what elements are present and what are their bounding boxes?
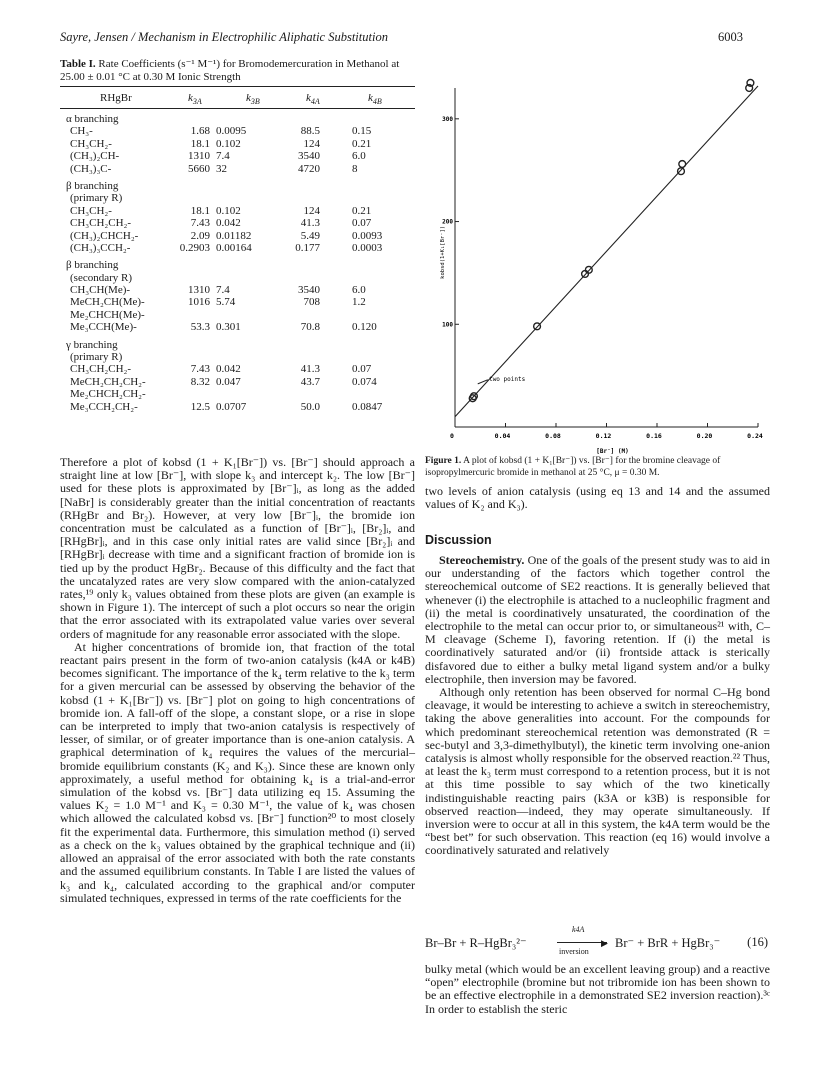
header-k4a: $k_{4A}$ (306, 92, 320, 107)
row-label: (CH₃)₂CH- (70, 150, 120, 163)
table-group-row (60, 259, 415, 271)
cell-value: 6.0 (352, 284, 366, 297)
data-point (678, 168, 685, 175)
figure-1 (430, 60, 770, 460)
cell-value: 0.0847 (352, 400, 383, 413)
x-tick-label: 0.12 (595, 432, 612, 440)
table-row (60, 205, 415, 217)
kobsd-plot (430, 60, 770, 460)
paragraph: two levels of anion catalysis (using eq 13 and 14 and the assumed values of K₂ and K₃). (425, 484, 770, 512)
left-column-text (60, 456, 415, 905)
cell-value: 43.7 (300, 375, 320, 388)
row-label: Me₂CHCH₂CH₂- (70, 388, 146, 401)
annotation-label: two points (489, 375, 526, 383)
row-label: β branching (66, 259, 119, 272)
table-header-row (60, 92, 415, 106)
cell-value: 88.5 (300, 125, 320, 138)
table-group-row (60, 113, 415, 125)
fit-line (455, 86, 758, 417)
equation-arrow (557, 942, 607, 943)
cell-value: 18.1 (190, 137, 210, 150)
figure-caption-text: A plot of kobsd (1 + K₁[Br⁻]) vs. [Br⁻] for the bromine cleavage of isopropylmercuric bromide in methanol at 25 °C, μ = 0.30 M. (425, 456, 721, 478)
cell-value: 53.3 (190, 321, 210, 334)
cell-value: 0.0707 (216, 400, 247, 413)
cell-value: 7.4 (216, 284, 230, 297)
table-row (60, 230, 415, 242)
row-label: (secondary R) (70, 271, 133, 284)
table-header-rule (60, 108, 415, 109)
x-axis-label: [Br⁻] (M) (596, 448, 629, 455)
cell-value: 0.301 (216, 321, 241, 334)
x-tick-label: 0.20 (696, 432, 713, 440)
row-label: CH₃CH₂- (70, 137, 112, 150)
equation-arrow-bottom: inversion (559, 947, 589, 956)
row-label: CH₃CH(Me)- (70, 284, 131, 297)
table-subgroup-row (60, 192, 415, 204)
row-label: Me₃CCH₂CH₂- (70, 400, 138, 413)
row-label: MeCH₂CH(Me)- (70, 296, 145, 309)
x-tick-label: 0 (450, 432, 454, 440)
data-point (679, 161, 686, 168)
cell-value: 124 (303, 137, 320, 150)
cell-value: 0.047 (216, 375, 241, 388)
x-tick-label: 0.16 (646, 432, 662, 440)
cell-value: 2.09 (190, 229, 210, 242)
paragraph-text: One of the goals of the present study was to aid in our understanding of the factors which together control the stereochemical outcome of SE2 reactions. It is generally believed that whenever (i) the electrophile is attached to a nucleophilic fragment and (ii) the metal is coordinatively unsaturated, the coordination of the electrophile to the metal can occur prior to, or simultaneous²¹ with, C–M cleavage (Scheme I), favoring retention. If (i) the metal is coordinatively saturated and/or (ii) frontside attack is sterically disfavored due to either a bulky metal ligand system and/or a bulky electrophile, then inversion may be favored. (425, 553, 771, 686)
row-label: CH₃- (70, 125, 93, 138)
cell-value: 124 (303, 204, 320, 217)
equation-arrow-head: ▶ (601, 938, 608, 948)
cell-value: 0.07 (352, 217, 372, 230)
right-column-intro (425, 485, 770, 511)
table-row (60, 284, 415, 296)
cell-value: 0.042 (216, 363, 241, 376)
y-axis-label: kobsd(1+K₁[Br⁻]) (440, 225, 446, 279)
table-caption-text: Rate Coefficients (s⁻¹ M⁻¹) for Bromodemercuration in Methanol at 25.00 ± 0.01 °C at 0.30 M Ionic Strength (60, 58, 400, 83)
cell-value: 0.07 (352, 363, 372, 376)
row-label: (primary R) (70, 192, 123, 205)
row-label: CH₃CH₂CH₂- (70, 363, 132, 376)
paragraph: At higher concentrations of bromide ion, that fraction of the total reactant pairs present in the form of two-anion catalysis (k4A or k4B) becomes significant. The importance of the k₄ term relative to the k₃ term for a given mercurial can be assessed by observing the behavior of the kobsd (1 + K₁[Br⁻]) vs. [Br⁻] plot on going to high concentrations of bromide ion. A fall-off of the slope, a constant slope, or a rise in slope can be interpreted to imply that two-anion catalysis is respectively of lesser, of similar, or of greater importance than is one-anion catalysis. A graphical determination of k₄ requires the values of the mercurial–bromide equilibrium constants (K₂ and K₃). Since these are known only approximately, a useful method for obtaining k₄ is a trial-and-error simulation of the kobsd vs. [Br⁻] data utilizing eq 15. Assuming the values K₂ = 1.0 M⁻¹ and K₃ = 0.30 M⁻¹, the value of k₄ was chosen which allowed the calculated kobsd vs. [Br⁻] function²⁰ to most closely fit the experimental data. Furthermore, this simulation method (i) served as a check on the k₃ values obtained by the graphical technique and (ii) allowed an appraisal of the error associated with both the rate constants and the assumed equilibrium constants. In Table I are listed the values of k₃ and k₄, calculated according to the graphical and/or computer simulated techniques, expressed in terms of the rate coefficients for the (60, 639, 415, 905)
running-title: Sayre, Jensen / Mechanism in Electrophilic Aliphatic Substitution (60, 30, 388, 44)
table-subgroup-row (60, 351, 415, 363)
row-label: (CH₃)₃CCH₂- (70, 241, 131, 254)
cell-value: 0.0003 (352, 241, 383, 254)
cell-value: 7.4 (216, 150, 230, 163)
cell-value: 50.0 (300, 400, 320, 413)
row-label: (CH₃)₂CHCH₂- (70, 229, 139, 242)
cell-value: 6.0 (352, 150, 366, 163)
cell-value: 7.43 (190, 217, 210, 230)
row-label: CH₃CH₂CH₂- (70, 217, 132, 230)
row-label: α branching (66, 113, 119, 125)
table-row (60, 242, 415, 254)
row-label: (CH₃)₃C- (70, 162, 112, 175)
cell-value: 8 (352, 162, 358, 175)
paragraph: Although only retention has been observed for normal C–Hg bond cleavage, it would be interesting to achieve a switch in stereochemistry, taking the above generalities into account. For the compounds for which predominant stereochemical retention was demonstrated (R = sec-butyl and 3,3-dimethylbutyl), the kinetic term involving one-anion catalysis is almost wholly responsible for the observed reaction.²² Thus, at least the k₃ term must correspond to a retention process, but it is not at this time possible to say which of the two kinetically indistinguishable reacting pairs (k3A or k3B) is responsible for observed reaction—indeed, they may operate simultaneously. If inversion were to occur at all in this system, the k4A term would be the “best bet” for such observation. This reaction (eq 16) would involve a coordinatively saturated and relatively (425, 685, 770, 858)
table-subgroup-row (60, 272, 415, 284)
cell-value: 41.3 (300, 217, 320, 230)
paragraph: bulky metal (which would be an excellent leaving group) and a reactive “open” electrophile (bromine but not tribromide ion has been shown to be an effective electrophile in a demonstrated SE2 inversion reaction).³ᶜ In order to establish the steric (425, 962, 770, 1016)
header-rhgbr: RHgBr (100, 92, 132, 104)
cell-value: 8.32 (190, 375, 210, 388)
table-group-row (60, 180, 415, 192)
equation-16 (425, 927, 770, 957)
cell-value: 4720 (298, 162, 320, 175)
cell-value: 0.15 (352, 125, 372, 138)
table-row (60, 376, 415, 388)
cell-value: 1.68 (190, 125, 210, 138)
table-body (60, 113, 415, 413)
right-column-end (425, 963, 770, 1016)
cell-value: 18.1 (190, 204, 210, 217)
cell-value: 0.21 (352, 204, 372, 217)
cell-value: 708 (303, 296, 320, 309)
table-group-row (60, 339, 415, 351)
cell-value: 0.2903 (179, 241, 210, 254)
cell-value: 0.120 (352, 321, 377, 334)
page-number: 6003 (718, 30, 743, 44)
cell-value: 0.21 (352, 137, 372, 150)
right-column-discussion (425, 554, 770, 858)
cell-value: 1310 (188, 150, 210, 163)
cell-value: 3540 (298, 284, 320, 297)
row-label: Me₃CCH(Me)- (70, 321, 137, 334)
cell-value: 0.00164 (216, 241, 252, 254)
y-tick-label: 300 (442, 115, 453, 123)
cell-value: 70.8 (300, 321, 320, 334)
table-row (60, 125, 415, 137)
equation-number: (16) (747, 935, 768, 949)
x-tick-label: 0.08 (545, 432, 561, 440)
x-tick-label: 0.24 (747, 432, 763, 440)
paragraph (425, 554, 770, 686)
x-tick-label: 0.04 (494, 432, 511, 440)
y-tick-label: 100 (442, 321, 453, 329)
cell-value: 5.74 (216, 296, 236, 309)
header-k3b: $k_{3B}$ (246, 92, 260, 107)
y-tick-label: 200 (442, 218, 453, 226)
header-k3a: $k_{3A}$ (188, 92, 202, 107)
cell-value: 7.43 (190, 363, 210, 376)
cell-value: 0.102 (216, 137, 241, 150)
cell-value: 0.074 (352, 375, 377, 388)
cell-value: 41.3 (300, 363, 320, 376)
figure-caption-label: Figure 1. (425, 456, 462, 466)
cell-value: 0.102 (216, 204, 241, 217)
table-caption-label: Table I. (60, 58, 96, 70)
row-label: Me₂CHCH(Me)- (70, 308, 145, 321)
table-caption (60, 58, 410, 84)
table-top-rule (60, 86, 415, 87)
table-row (60, 150, 415, 162)
cell-value: 12.5 (190, 400, 210, 413)
row-label: β branching (66, 179, 119, 192)
table-row (60, 321, 415, 333)
cell-value: 32 (216, 162, 227, 175)
cell-value: 0.042 (216, 217, 241, 230)
table-row (60, 163, 415, 175)
row-label: γ branching (66, 338, 118, 351)
table-row (60, 388, 415, 400)
paragraph: Therefore a plot of kobsd (1 + K₁[Br⁻]) vs. [Br⁻] should approach a straight line at low [Br⁻], with slope k₃ and intercept k₂. The low [Br⁻] used for these plots is approximated by [Br⁻]ᵢ, as long as the added [NaBr] is considerably greater than the initial concentration of reactants (RHgBr and Br₂). However, at very low [Br⁻]ᵢ, the bromide ion concentration must be calculated as a function of [Br⁻]ᵢ, [Br₂]ᵢ, and [RHgBr]ᵢ, and in this case only initial rates are valid since [Br₂]ᵢ and [RHgBr]ᵢ decrease with time and a significant fraction of bromide ion is tied up by the product HgBr₂. Because of this difficulty and the fact that the uncatalyzed rates are very slow compared with the anion-catalyzed rates,¹⁹ only k₃ values obtained from these plots are given (an example is shown in Figure 1). The intercept of such a plot occurs so near the origin that the error associated with its extrapolated value varies over several orders of magnitude for any reasonable error associated with the slope. (60, 455, 415, 641)
table-row (60, 401, 415, 413)
equation-lhs: Br–Br + R–HgBr₃²⁻ (425, 936, 527, 950)
row-label: CH₃CH₂- (70, 204, 112, 217)
cell-value: 0.01182 (216, 229, 252, 242)
row-label: (primary R) (70, 351, 123, 364)
header-k4b: $k_{4B}$ (368, 92, 382, 107)
cell-value: 1310 (188, 284, 210, 297)
table-row (60, 363, 415, 375)
table-row (60, 309, 415, 321)
section-heading-discussion: Discussion (425, 533, 492, 547)
runin-heading: Stereochemistry. (439, 553, 525, 567)
cell-value: 1.2 (352, 296, 366, 309)
figure-caption (425, 456, 770, 479)
table-row (60, 138, 415, 150)
cell-value: 5.49 (300, 229, 320, 242)
cell-value: 3540 (298, 150, 320, 163)
cell-value: 0.177 (295, 241, 320, 254)
cell-value: 5660 (188, 162, 210, 175)
cell-value: 1016 (188, 296, 210, 309)
data-point (582, 271, 589, 278)
equation-rhs: Br⁻ + BrR + HgBr₃⁻ (615, 936, 721, 950)
table-row (60, 296, 415, 308)
table-row (60, 217, 415, 229)
cell-value: 0.0093 (352, 229, 383, 242)
equation-arrow-top: k4A (572, 925, 585, 934)
row-label: MeCH₂CH₂CH₂- (70, 375, 146, 388)
cell-value: 0.0095 (216, 125, 247, 138)
